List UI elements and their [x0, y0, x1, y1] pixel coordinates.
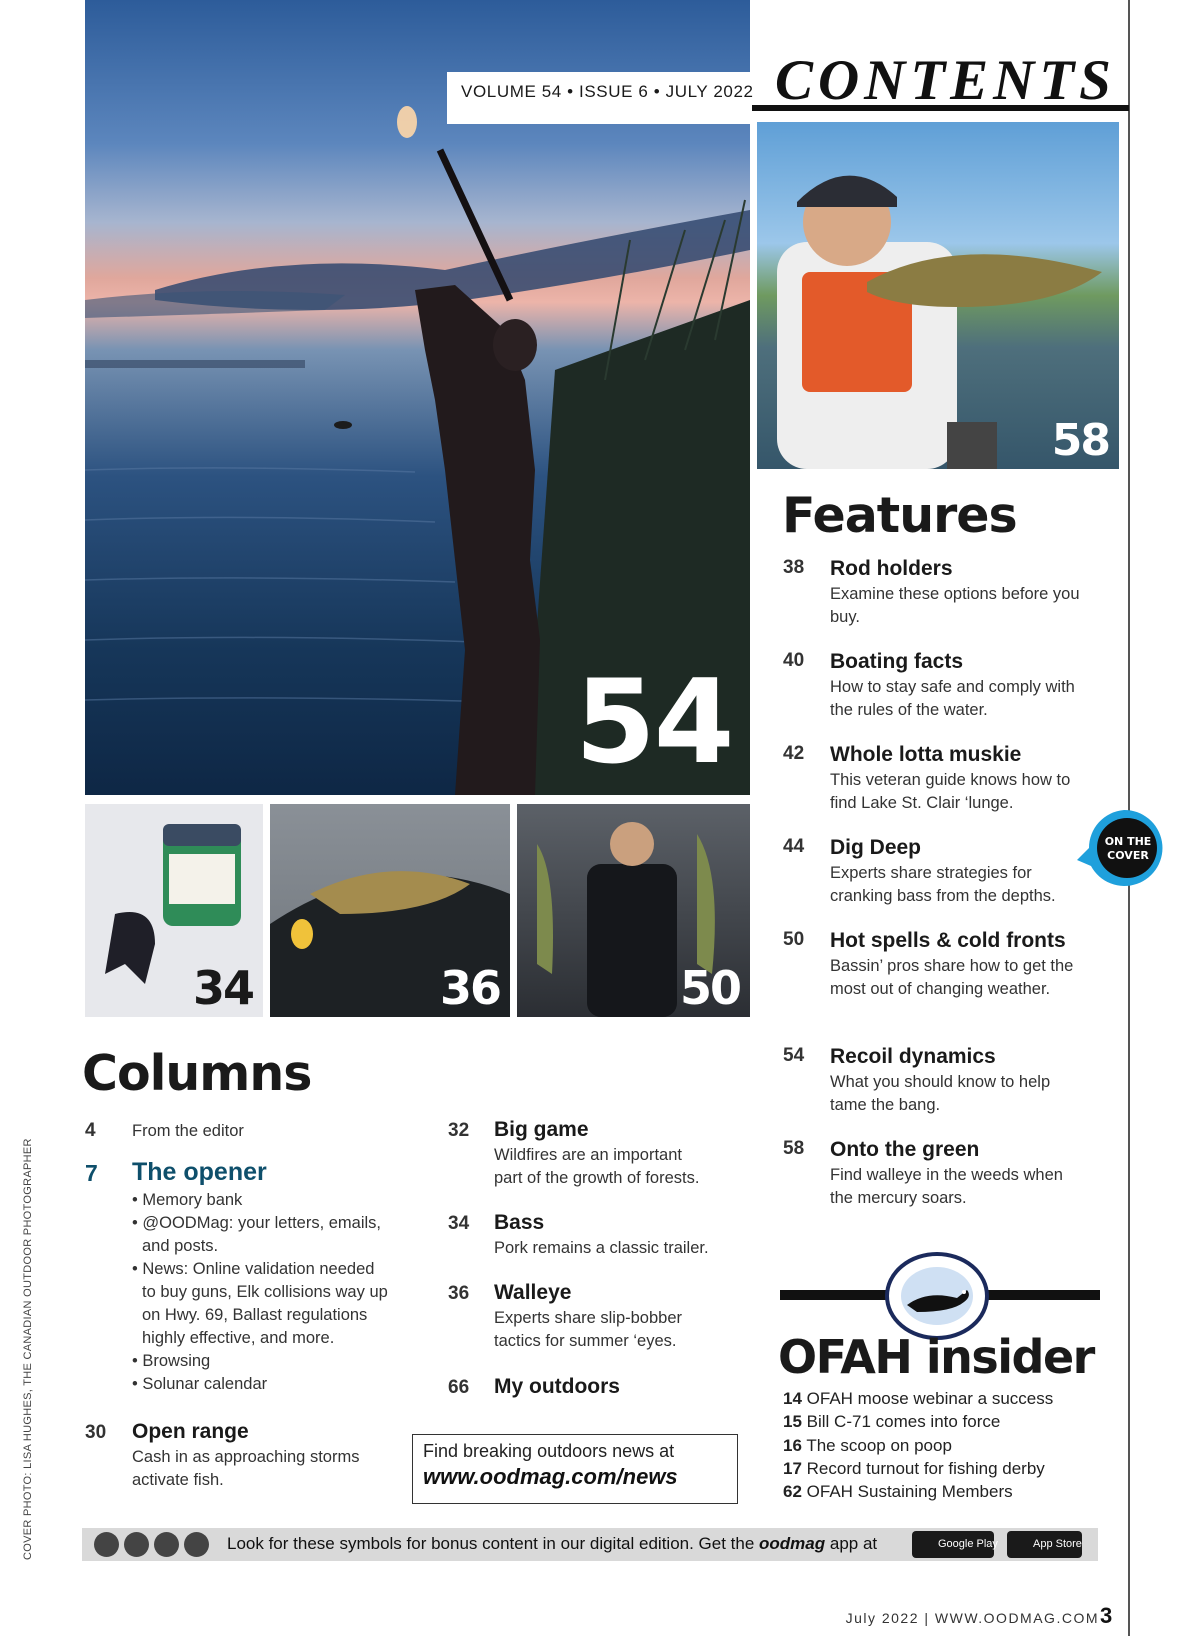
ofah-item[interactable] — [783, 1436, 952, 1456]
app-store-label: App Store — [1033, 1538, 1082, 1550]
feature-page: 50 — [783, 929, 805, 950]
feature-page: 40 — [783, 650, 805, 671]
app-name: oodmag — [759, 1534, 826, 1553]
thumb3-page-number: 50 — [679, 961, 740, 1015]
contents-title: CONTENTS — [775, 49, 1116, 112]
google-play-button[interactable] — [912, 1531, 998, 1558]
opener-bullet: on Hwy. 69, Ballast regulations — [142, 1306, 368, 1324]
column-title-opener[interactable]: The opener — [132, 1158, 267, 1186]
ofah-page: 17 — [783, 1459, 802, 1478]
column-title[interactable]: Walleye — [494, 1281, 572, 1304]
ofah-item[interactable] — [783, 1389, 1053, 1409]
hero-page-number: 54 — [575, 655, 733, 790]
opener-bullet: to buy guns, Elk collisions way up — [142, 1283, 388, 1301]
column-page: 66 — [448, 1377, 470, 1398]
app-store-button[interactable] — [1007, 1531, 1082, 1558]
feature-desc: How to stay safe and comply with the rules of the water. — [830, 678, 1075, 719]
opener-bullet: highly effective, and more. — [142, 1329, 335, 1347]
feature-desc: Find walleye in the weeds when the mercury soars. — [830, 1166, 1063, 1207]
volume-box — [447, 72, 752, 124]
column-desc: Cash in as approaching storms — [132, 1448, 360, 1466]
badge-line1: ON THE — [1104, 835, 1152, 848]
digital-text-post: app at — [825, 1534, 878, 1553]
news-link-box[interactable] — [412, 1434, 738, 1504]
ofah-text: OFAH Sustaining Members — [806, 1482, 1013, 1501]
column-desc: Wildfires are an important — [494, 1146, 682, 1164]
column-title[interactable]: My outdoors — [494, 1375, 620, 1398]
footer-text: July 2022 | WWW.OODMAG.COM — [845, 1610, 1099, 1626]
column-page: 34 — [448, 1213, 470, 1234]
bass-pro-photo — [517, 804, 750, 1017]
feature-desc: This veteran guide knows how to find Lake St. Clair ‘lunge. — [830, 771, 1071, 812]
walleye-net-photo — [270, 804, 510, 1017]
thumb1-page-number: 34 — [192, 961, 253, 1015]
ofah-page: 62 — [783, 1482, 802, 1501]
ofah-loon-logo — [882, 1250, 992, 1342]
ofah-page: 14 — [783, 1389, 802, 1408]
opener-bullet: • News: Online validation needed — [132, 1260, 375, 1278]
column-title[interactable]: Open range — [132, 1420, 249, 1443]
feature-title: Dig Deep — [830, 836, 922, 859]
feature-title: Whole lotta muskie — [830, 743, 1022, 766]
column-page: 4 — [85, 1120, 96, 1141]
ofah-text: OFAH moose webinar a success — [806, 1389, 1054, 1408]
camera-icon — [124, 1532, 149, 1557]
news-line: Find breaking outdoors news at — [423, 1441, 675, 1461]
thumb2-page-number: 36 — [439, 961, 500, 1015]
ofah-page: 16 — [783, 1436, 802, 1455]
column-page: 30 — [85, 1422, 107, 1443]
columns-heading: Columns — [82, 1045, 312, 1102]
badge-line2: COVER — [1107, 849, 1149, 862]
opener-bullet: • Browsing — [132, 1352, 211, 1370]
column-desc: Pork remains a classic trailer. — [494, 1239, 709, 1257]
feature-page: 38 — [783, 557, 805, 578]
feature-title: Rod holders — [830, 557, 953, 580]
digital-edition-text — [227, 1534, 877, 1554]
digital-edition-bar — [82, 1528, 1098, 1561]
column-title[interactable]: From the editor — [132, 1122, 244, 1140]
loon-logo-icon — [882, 1250, 992, 1342]
column-page: 7 — [85, 1160, 98, 1186]
column-title[interactable]: Big game — [494, 1118, 589, 1141]
opener-bullet: • Memory bank — [132, 1191, 243, 1209]
opener-bullet: • @OODMag: your letters, emails, — [132, 1214, 382, 1232]
feature-desc: Examine these options before you buy. — [830, 585, 1080, 626]
feature-desc: What you should know to help tame the bang. — [830, 1073, 1051, 1114]
pork-frog-photo — [85, 804, 263, 1017]
column-page: 36 — [448, 1283, 470, 1304]
audio-icon — [184, 1532, 209, 1557]
article-icon — [94, 1532, 119, 1557]
feature-title: Hot spells & cold fronts — [830, 929, 1066, 952]
opener-bullet: • Solunar calendar — [132, 1375, 268, 1393]
feature-desc: Experts share strategies for cranking bass from the depths. — [830, 864, 1056, 905]
feature-title: Boating facts — [830, 650, 964, 673]
feature-title: Onto the green — [830, 1138, 980, 1161]
feature-page: 42 — [783, 743, 805, 764]
play-icon — [154, 1532, 179, 1557]
top-photo-page-number: 58 — [1051, 415, 1109, 466]
feature-page: 44 — [783, 836, 805, 857]
volume-line: VOLUME 54 • ISSUE 6 • JULY 2022 — [461, 82, 754, 101]
page-number: 3 — [1100, 1603, 1113, 1628]
digital-text-pre: Look for these symbols for bonus content in our digital edition. Get the — [227, 1534, 760, 1553]
feature-desc: Bassin’ pros share how to get the most out of changing weather. — [830, 957, 1074, 998]
feature-page: 54 — [783, 1045, 805, 1066]
column-desc: part of the growth of forests. — [494, 1169, 700, 1187]
feature-page: 58 — [783, 1138, 805, 1159]
google-play-label: Google Play — [938, 1538, 998, 1550]
column-page: 32 — [448, 1120, 470, 1141]
column-desc: activate fish. — [132, 1471, 224, 1489]
on-the-cover-badge — [1077, 806, 1171, 890]
ofah-item[interactable] — [783, 1412, 1000, 1432]
opener-bullet: and posts. — [142, 1237, 219, 1255]
ofah-item[interactable] — [783, 1459, 1045, 1479]
features-heading: Features — [782, 487, 1017, 544]
news-url[interactable]: www.oodmag.com/news — [423, 1464, 678, 1489]
ofah-text: Bill C-71 comes into force — [806, 1412, 1001, 1431]
ofah-text: Record turnout for fishing derby — [806, 1459, 1045, 1478]
column-desc: tactics for summer ‘eyes. — [494, 1332, 677, 1350]
column-desc: Experts share slip-bobber — [494, 1309, 683, 1327]
feature-title: Recoil dynamics — [830, 1045, 996, 1068]
photo-credit: COVER PHOTO: LISA HUGHES, THE CANADIAN OUTDOOR PHOTOGRAPHER — [22, 1138, 34, 1560]
ofah-page: 15 — [783, 1412, 802, 1431]
ofah-item[interactable] — [783, 1482, 1013, 1502]
walleye-angler-photo — [757, 122, 1119, 469]
ofah-text: The scoop on poop — [806, 1436, 952, 1455]
badge-shape — [1077, 806, 1171, 890]
column-title[interactable]: Bass — [494, 1211, 545, 1234]
ofah-title: OFAH insider — [778, 1330, 1094, 1384]
